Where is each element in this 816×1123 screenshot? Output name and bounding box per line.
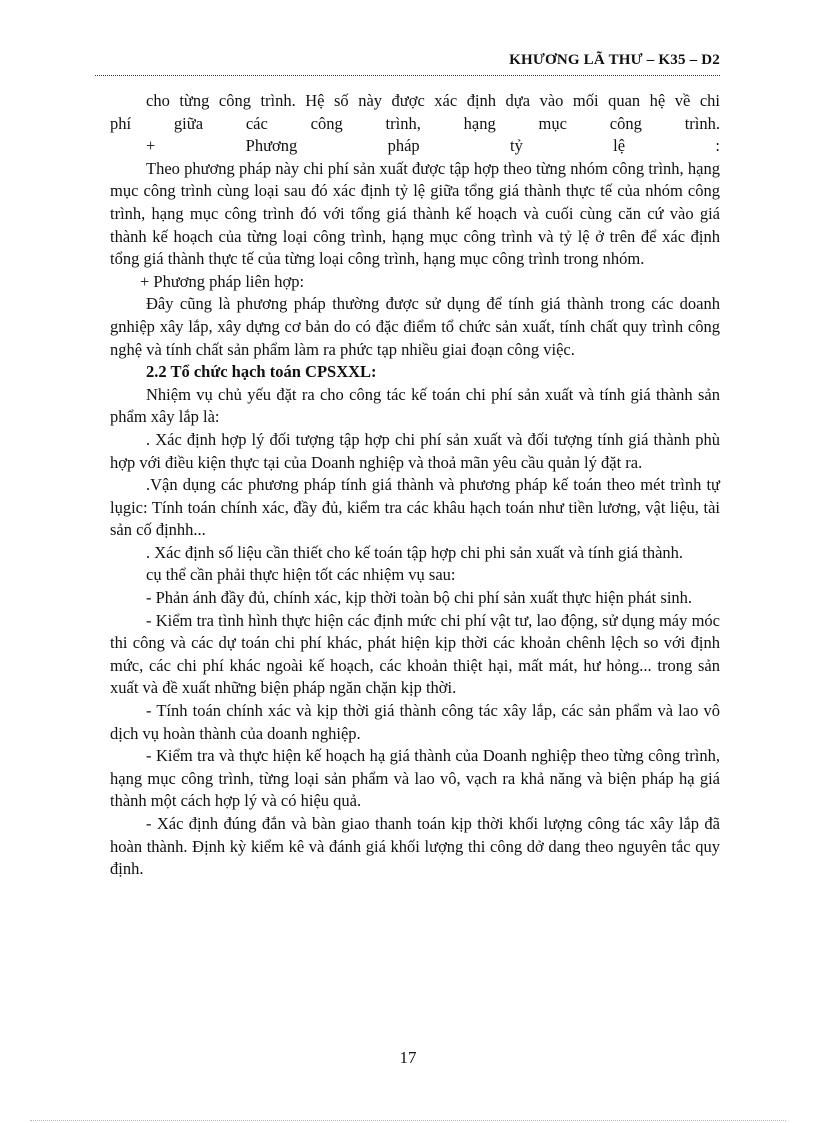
section-subheading: + Phương pháp liên hợp: <box>140 271 305 291</box>
page-bottom-divider <box>30 1120 786 1121</box>
paragraph: phí giữa các công trình, hạng mục công trình. <box>110 113 720 133</box>
list-item: - Tính toán chính xác và kịp thời giá thành công tác xây lắp, các sản phẩm và lao vô dịch vụ hoàn thành của doanh nghiệp. <box>110 701 720 743</box>
header-divider <box>95 75 720 76</box>
body-text <box>110 90 720 881</box>
list-item: - Phản ánh đầy đủ, chính xác, kịp thời toàn bộ chi phí sản xuất thực hiện phát sinh. <box>146 588 693 608</box>
list-item: - Kiểm tra và thực hiện kế hoạch hạ giá thành của Doanh nghiệp theo từng công trình, hạng mục công trình, từng loại sản phẩm và lao vô, vạch ra khả năng và biện pháp hạ giá thành một cách hợp lý và có hiệu quả. <box>110 746 720 811</box>
paragraph: cụ thể cần phải thực hiện tốt các nhiệm vụ sau: <box>146 565 456 585</box>
paragraph: cho từng công trình. Hệ số này được xác định dựa vào mối quan hệ về chi <box>146 91 720 110</box>
section-heading: 2.2 Tổ chức hạch toán CPSXXL: <box>146 362 377 382</box>
paragraph: .Vận dụng các phương pháp tính giá thành và phương pháp kế toán theo mét trình tự lụgic: Tính toán chính xác, đầy đủ, kiểm tra các khâu hạch toán như tiền lương, vật liệu, tài sản cố địnhh... <box>110 475 720 540</box>
paragraph: Nhiệm vụ chủ yếu đặt ra cho công tác kế toán chi phí sản xuất và tính giá thành sản phẩm xây lắp là: <box>110 384 720 427</box>
list-item: - Kiểm tra tình hình thực hiện các định mức chi phí vật tư, lao động, sử dụng máy móc thi công và các dự toán chi phí khác, phát hiện kịp thời các khoản chênh lệch so với định mức, các chi phí khác ngoài kế hoạch, các khoản thiệt hại, mất mát, hư hỏng... trong sản xuất và đề xuất những biện pháp ngăn chặn kịp thời. <box>110 610 720 698</box>
running-header: KHƯƠNG LÃ THƯ – K35 – D2 <box>509 52 720 68</box>
paragraph: Theo phương pháp này chi phí sản xuất được tập hợp theo từng nhóm công trình, hạng mục công trình cùng loại sau đó xác định tỷ lệ giữa tổng giá thành thực tế của nhóm công trình, hạng mục công trình đó với tổng giá thành kế hoạch và cuối cùng căn cứ vào giá thành kế hoạch của từng loại công trình, hạng mục công trình và tỷ lệ ở trên để xác định tổng giá thành thực tế của từng loại công trình, hạng mục công trình trong nhóm. <box>110 158 720 269</box>
list-item: - Xác định đúng đắn và bàn giao thanh toán kịp thời khối lượng công tác xây lắp đã hoàn thành. Định kỳ kiểm kê và đánh giá khối lượng thi công dở dang theo nguyên tắc quy định. <box>110 814 720 879</box>
section-subheading: + Phương pháp tỷ lệ : <box>146 136 720 156</box>
paragraph: Đây cũng là phương pháp thường được sử dụng để tính giá thành trong các doanh gnhiệp xây lắp, xây dựng cơ bản do có đặc điểm tổ chức sản xuất, tính chất quy trình công nghệ và tính chất sản phẩm làm ra phức tạp nhiều giai đoạn công việc. <box>110 294 720 359</box>
paragraph: . Xác định hợp lý đối tượng tập hợp chi phí sản xuất và đối tượng tính giá thành phù hợp với điều kiện thực tại của Doanh nghiệp và thoả mãn yêu cầu quản lý đặt ra. <box>110 429 720 472</box>
paragraph: . Xác định số liệu cần thiết cho kế toán tập hợp chi phi sản xuất và tính giá thành. <box>146 542 684 562</box>
page-number: 17 <box>399 1048 417 1067</box>
